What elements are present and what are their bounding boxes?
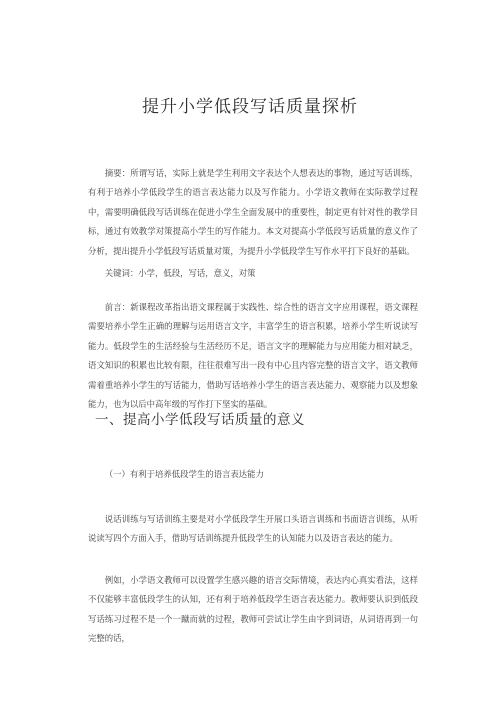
speaking-training-paragraph: 说话训练与写话训练主要是对小学低段学生开展口头语言训练和书面语言训练，从听说读写四个方面入手，借助写话训练提升低段学生的认知能力以及语言表达的能力。 (88, 514, 418, 544)
abstract-paragraph: 摘要：所谓写话，实际上就是学生利用文字表达个人想表达的事物，通过写话训练，有利于培养小学低段学生的语言表达能力以及写作能力。小学语文教师在实际教学过程中，需要明确低段写话训练在促进小学生全面发展中的重要性，制定更有针对性的教学目标，通过有效教学对策提高小学生的写作能力。本文对提高小学低段写话质量的意义作了分析，提出提升小学低段写话质量对策，为提升小学低段学生写作水平打下良好的基础。 (88, 168, 418, 256)
document-title: 提升小学低段写话质量探析 (142, 97, 358, 117)
preface-paragraph: 前言：新课程改革指出语文课程属于实践性、综合性的语言文字应用课程，语文课程需要培养小学生正确的理解与运用语言文字，丰富学生的语言积累，培养小学生听说读写能力。低段学生的生活经验与生活经历不足，语言文字的理解能力与应用能力相对缺乏，语文知识的积累也比较有限，往往很难写出一段有中心且内容完整的语言文字，语文教师需着重培养小学生的写话能力，借助写话培养小学生的语言表达能力、观察能力以及想象能力，也为以后中高年级的写作打下坚实的基础。 (88, 302, 418, 410)
keywords-line: 关键词：小学，低段，写话，意义，对策 (104, 268, 256, 278)
section-heading-1: 一、提高小学低段写话质量的意义 (95, 412, 305, 428)
subsection-heading-1: （一）有利于培养低段学生的语言表达能力 (104, 469, 264, 479)
example-paragraph: 例如，小学语文教师可以设置学生感兴趣的语言交际情境，表达内心真实看法，这样不仅能够丰富低段学生的认知，还有利于培养低段学生语言表达能力。教师要认识到低段写话练习过程不是一个一蹴而就的过程，教师可尝试让学生由字到词语，从词语再到一句完整的话， (88, 575, 418, 644)
